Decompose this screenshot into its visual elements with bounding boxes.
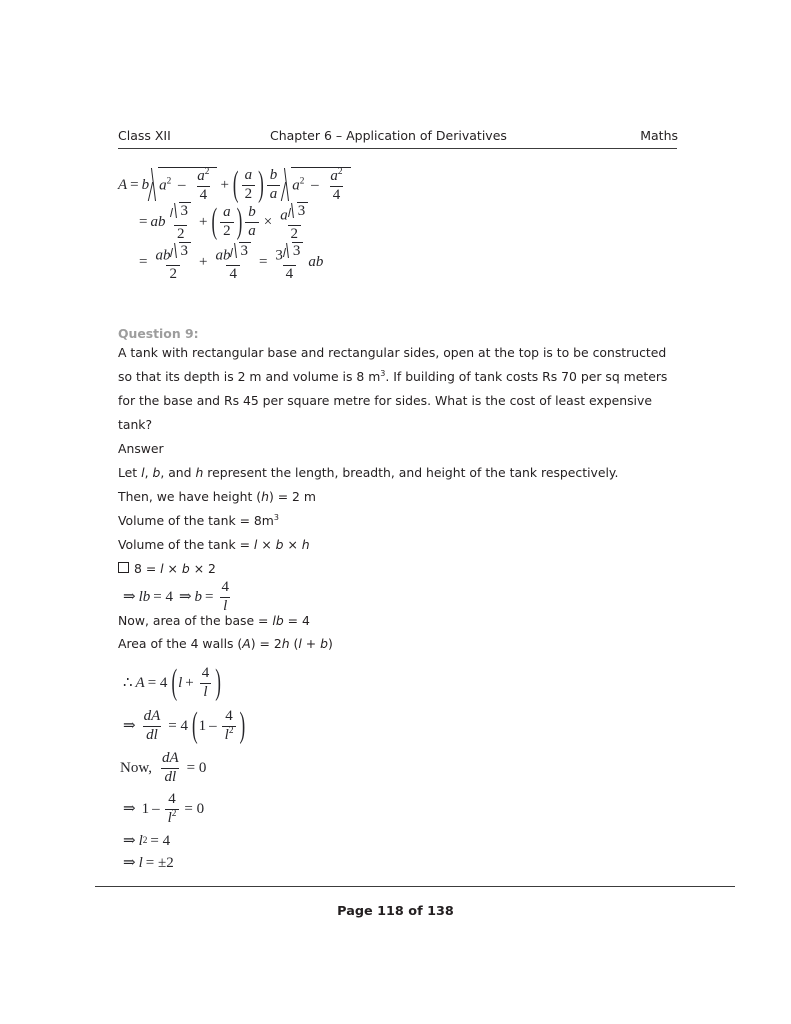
eq2-paren-group (210, 200, 243, 241)
onemin-fraction (165, 792, 180, 826)
volume-formula-h: h (301, 537, 310, 552)
eq1-lhs: A (118, 176, 128, 193)
let-p2: , (144, 465, 153, 480)
eq2-radical-2 (288, 202, 309, 220)
header-subject: Maths (640, 128, 678, 143)
onemin-equals-0: = 0 (184, 800, 205, 817)
eq2-fraction-ba (245, 205, 259, 239)
lb-arrow-2: ⇒ (178, 588, 192, 605)
answer-line-height (118, 490, 316, 505)
eq1-minus2: – (311, 177, 319, 194)
now-den: dl (161, 768, 179, 786)
paren-right-icon: ) (258, 163, 264, 204)
A-term: A (135, 674, 145, 691)
question-volume-superscript: 3 (380, 368, 386, 378)
dA-num: dA (143, 707, 161, 724)
question-text-line-3: for the base and Rs 45 per square metre for sides. What is the cost of least expensive (118, 393, 652, 408)
volume-formula-p3: × (283, 537, 302, 552)
onemin-one: 1 (141, 800, 150, 817)
lb-frac-num: 4 (221, 578, 230, 595)
answer-line-volume-formula (118, 538, 310, 553)
equation-bottom-block (120, 662, 246, 874)
footer-divider (95, 886, 735, 887)
eq2-frac-a: a (245, 222, 259, 240)
paren-left-icon: ( (211, 200, 218, 241)
volume-value-text: Volume of the tank = 8m (118, 513, 274, 528)
equation-one-minus-line (120, 788, 246, 830)
dA-dl-fraction (141, 709, 164, 743)
eq1-frac1-num-a: a (197, 167, 205, 184)
A-fraction (199, 666, 213, 700)
eq1-frac-a: a (267, 185, 281, 203)
eq3-fraction-2 (212, 242, 254, 283)
box-p1: 8 = (134, 561, 161, 576)
equation-now-line (120, 748, 246, 788)
volume-formula-b: b (275, 537, 284, 552)
question-text-line-1: A tank with rectangular base and rectangular sides, open at the top is to be constructed (118, 345, 667, 360)
equation-line-2 (118, 202, 351, 242)
eq1-paren-fraction (242, 168, 256, 202)
eq3-radicand-3: 3 (292, 242, 304, 260)
equation-line-3 (118, 242, 351, 282)
l2-equals-4: = 4 (150, 832, 171, 849)
dA-fraction-4-l2 (222, 709, 237, 743)
paren-right-icon: ) (215, 661, 221, 702)
height-var-h: h (261, 489, 269, 504)
dA-minus: – (209, 717, 217, 734)
therefore-icon: ∴ (123, 674, 133, 691)
eq1-frac1-num (194, 166, 212, 185)
volume-formula-p1: Volume of the tank = (118, 537, 254, 552)
eq1-paren-group (232, 163, 265, 204)
eq3-num3 (272, 242, 306, 264)
eq3-den3: 4 (283, 265, 297, 283)
eq3-num2-ab: ab (215, 247, 231, 264)
height-p2: ) = 2 m (268, 489, 316, 504)
question-text-line-2a: so that its depth is 2 m and volume is 8 m (118, 369, 381, 384)
l-arrow: ⇒ (123, 854, 136, 871)
missing-glyph-box-icon (118, 562, 129, 573)
lb-equals-2: = (205, 588, 214, 605)
answer-line-walls-area (118, 637, 333, 652)
equation-lb-block (120, 578, 234, 616)
eq1-b: b (141, 176, 150, 193)
equation-l-line (120, 852, 246, 874)
eq3-fraction-3 (272, 242, 306, 283)
volume-value-superscript: 3 (273, 512, 279, 522)
eq2-frac-b: b (248, 203, 256, 220)
eq1-frac2-num-a: a (330, 167, 338, 184)
eq3-equals-2: = (258, 253, 268, 270)
paren-left-icon: ( (191, 704, 198, 745)
box-p2: × (163, 561, 182, 576)
dA-paren-group (191, 704, 246, 745)
lb-term: lb (138, 588, 151, 605)
paren-left-icon: ( (232, 163, 239, 204)
radical-symbol-icon (288, 202, 297, 220)
walls-p3: ( (289, 636, 299, 651)
eq1-frac1-den: 4 (197, 186, 211, 204)
eq1-radical-1 (149, 167, 217, 203)
eq2-paren-den: 2 (220, 222, 234, 240)
volume-formula-p2: × (257, 537, 276, 552)
eq3-equals: = (139, 253, 148, 270)
eq1-radical-2 (282, 167, 350, 203)
eq3-den2: 4 (226, 265, 240, 283)
dA-frac-num: 4 (225, 707, 233, 724)
dA-frac-den-l: l (224, 726, 229, 743)
eq2-fraction-asqrt3-2 (277, 202, 311, 243)
lb-fraction (219, 580, 233, 614)
let-p1: Let (118, 465, 142, 480)
answer-line-base-area (118, 614, 310, 629)
question-text-line-2 (118, 370, 667, 385)
page-number: Page 118 of 138 (337, 904, 454, 919)
eq2-den2: 2 (288, 225, 302, 243)
base-p1: Now, area of the base = (118, 613, 273, 628)
answer-line-volume-value (118, 514, 279, 529)
volume-formula-l: l (253, 537, 258, 552)
header-chapter: Chapter 6 – Application of Derivatives (270, 128, 507, 143)
eq2-den: 2 (174, 225, 188, 243)
eq1-fraction-ba (267, 168, 281, 202)
eq1-a2: a (292, 177, 300, 194)
answer-line-box-equation (118, 562, 216, 577)
let-var-b: b (152, 465, 161, 480)
l-var: l (138, 854, 143, 871)
l2-l: l (138, 832, 143, 849)
A-plus: + (185, 674, 194, 691)
eq2-num2-a: a (280, 207, 288, 224)
eq1-a2-exp: 2 (299, 176, 305, 187)
eq3-num2 (212, 242, 254, 264)
eq2-ab: ab (150, 213, 166, 230)
eq1-frac2-num (327, 166, 345, 185)
eq3-radicand-1: 3 (179, 242, 191, 260)
eq1-a-exp: 2 (166, 176, 172, 187)
radical-symbol-icon (149, 167, 158, 203)
radical-symbol-icon (170, 242, 179, 260)
l2-arrow: ⇒ (123, 832, 136, 849)
now-equals-0: = 0 (186, 759, 207, 776)
eq3-num1 (152, 242, 194, 264)
equation-A-line (120, 662, 246, 704)
walls-p2: ) = 2 (250, 636, 282, 651)
onemin-minus: – (152, 800, 160, 817)
walls-l: l (298, 636, 302, 651)
question-label: Question 9: (118, 326, 199, 341)
eq3-radicand-2: 3 (239, 242, 251, 260)
eq3-radical-2 (230, 242, 251, 260)
eq2-num2 (277, 202, 311, 224)
walls-p1: Area of the 4 walls ( (118, 636, 243, 651)
A-frac-num: 4 (201, 664, 210, 681)
dA-frac-den (222, 726, 237, 744)
lb-b: b (194, 588, 203, 605)
eq1-radicand-2 (291, 167, 350, 203)
paren-left-icon: ( (171, 661, 178, 702)
let-var-l: l (141, 465, 145, 480)
eq1-fraction-1 (194, 166, 212, 203)
onemin-frac-den (165, 809, 180, 827)
dA-frac-den-exp: 2 (228, 725, 234, 736)
eq1-a: a (159, 177, 167, 194)
let-var-h: h (195, 465, 204, 480)
radical-symbol-icon (282, 167, 291, 203)
A-paren-group (170, 661, 221, 702)
eq1-minus: – (178, 177, 186, 194)
A-l: l (178, 674, 183, 691)
equation-dA-line (120, 704, 246, 748)
eq3-num1-ab: ab (155, 247, 171, 264)
eq2-num (167, 202, 194, 224)
onemin-frac-num: 4 (168, 790, 176, 807)
onemin-den-exp: 2 (171, 808, 177, 819)
dA-one: 1 (198, 717, 207, 734)
radical-symbol-icon (170, 202, 179, 220)
walls-h: h (281, 636, 290, 651)
equation-block-area (118, 163, 351, 282)
A-equals-4: = 4 (147, 674, 168, 691)
eq3-trailing-ab: ab (308, 253, 324, 270)
question-text-line-2b: . If building of tank costs Rs 70 per sq meters (385, 369, 668, 384)
header-class: Class XII (118, 128, 171, 143)
equation-l2-line: ⇒ l 2 = 4 (123, 832, 171, 849)
eq2-paren-fraction (220, 205, 234, 239)
eq1-frac-b: b (269, 166, 278, 183)
paren-right-icon: ) (236, 200, 243, 241)
base-p2: = 4 (283, 613, 310, 628)
page-header (118, 128, 678, 148)
paren-right-icon: ) (239, 704, 246, 745)
header-divider (118, 148, 677, 149)
height-p1: Then, we have height ( (118, 489, 262, 504)
dA-den: dl (143, 726, 161, 744)
eq2-plus: + (198, 213, 208, 230)
eq1-frac1-num-exp: 2 (204, 166, 210, 177)
eq2-radical (170, 202, 191, 220)
base-lb: lb (272, 613, 284, 628)
eq1-paren-num: a (244, 166, 253, 183)
question-text-line-4: tank? (118, 417, 153, 432)
box-b: b (181, 561, 190, 576)
box-p3: × 2 (189, 561, 216, 576)
let-p3: , and (160, 465, 196, 480)
eq1-radicand-1 (158, 167, 217, 203)
walls-b: b (320, 636, 328, 651)
eq3-num3-3: 3 (275, 247, 283, 264)
lb-frac-den: l (220, 597, 230, 615)
eq2-fraction-sqrt3-2 (167, 202, 194, 243)
answer-line-let (118, 466, 618, 481)
eq3-den1: 2 (166, 265, 180, 283)
dA-arrow: ⇒ (123, 717, 136, 734)
eq2-times: × (263, 213, 273, 230)
eq1-equals: = (130, 176, 139, 193)
eq1-frac2-num-exp: 2 (337, 166, 343, 177)
eq3-radical-3 (283, 242, 304, 260)
l-equals: = ±2 (145, 854, 174, 871)
answer-heading: Answer (118, 441, 164, 456)
walls-A: A (242, 636, 251, 651)
eq1-fraction-2 (327, 166, 345, 203)
lb-equals-4: = 4 (153, 588, 173, 605)
eq1-frac2-den: 4 (330, 186, 344, 204)
now-label: Now, (120, 759, 152, 776)
eq3-plus: + (198, 253, 208, 270)
radical-symbol-icon (283, 242, 292, 260)
onemin-den-l: l (167, 809, 172, 826)
eq1-paren-den: 2 (242, 185, 256, 203)
eq2-radicand-2: 3 (297, 202, 309, 220)
equation-line-1 (118, 163, 351, 204)
eq3-radical-1 (170, 242, 191, 260)
lb-arrow-1: ⇒ (123, 588, 136, 605)
box-l: l (160, 561, 164, 576)
eq2-paren-num: a (223, 203, 231, 220)
let-p4: represent the length, breadth, and height of the tank respectively. (203, 465, 619, 480)
walls-p5: ) (327, 636, 333, 651)
eq1-plus: + (220, 176, 229, 193)
radical-symbol-icon (230, 242, 239, 260)
eq2-equals: = (139, 213, 148, 230)
equation-lb-line (120, 578, 234, 616)
A-frac-den: l (200, 683, 210, 701)
eq3-fraction-1 (152, 242, 194, 283)
eq2-radicand: 3 (179, 202, 191, 220)
now-dA-dl-fraction (159, 751, 182, 785)
walls-p4: + (301, 636, 321, 651)
now-num: dA (161, 749, 179, 766)
onemin-arrow: ⇒ (123, 800, 136, 817)
dA-equals-4: = 4 (168, 717, 188, 734)
